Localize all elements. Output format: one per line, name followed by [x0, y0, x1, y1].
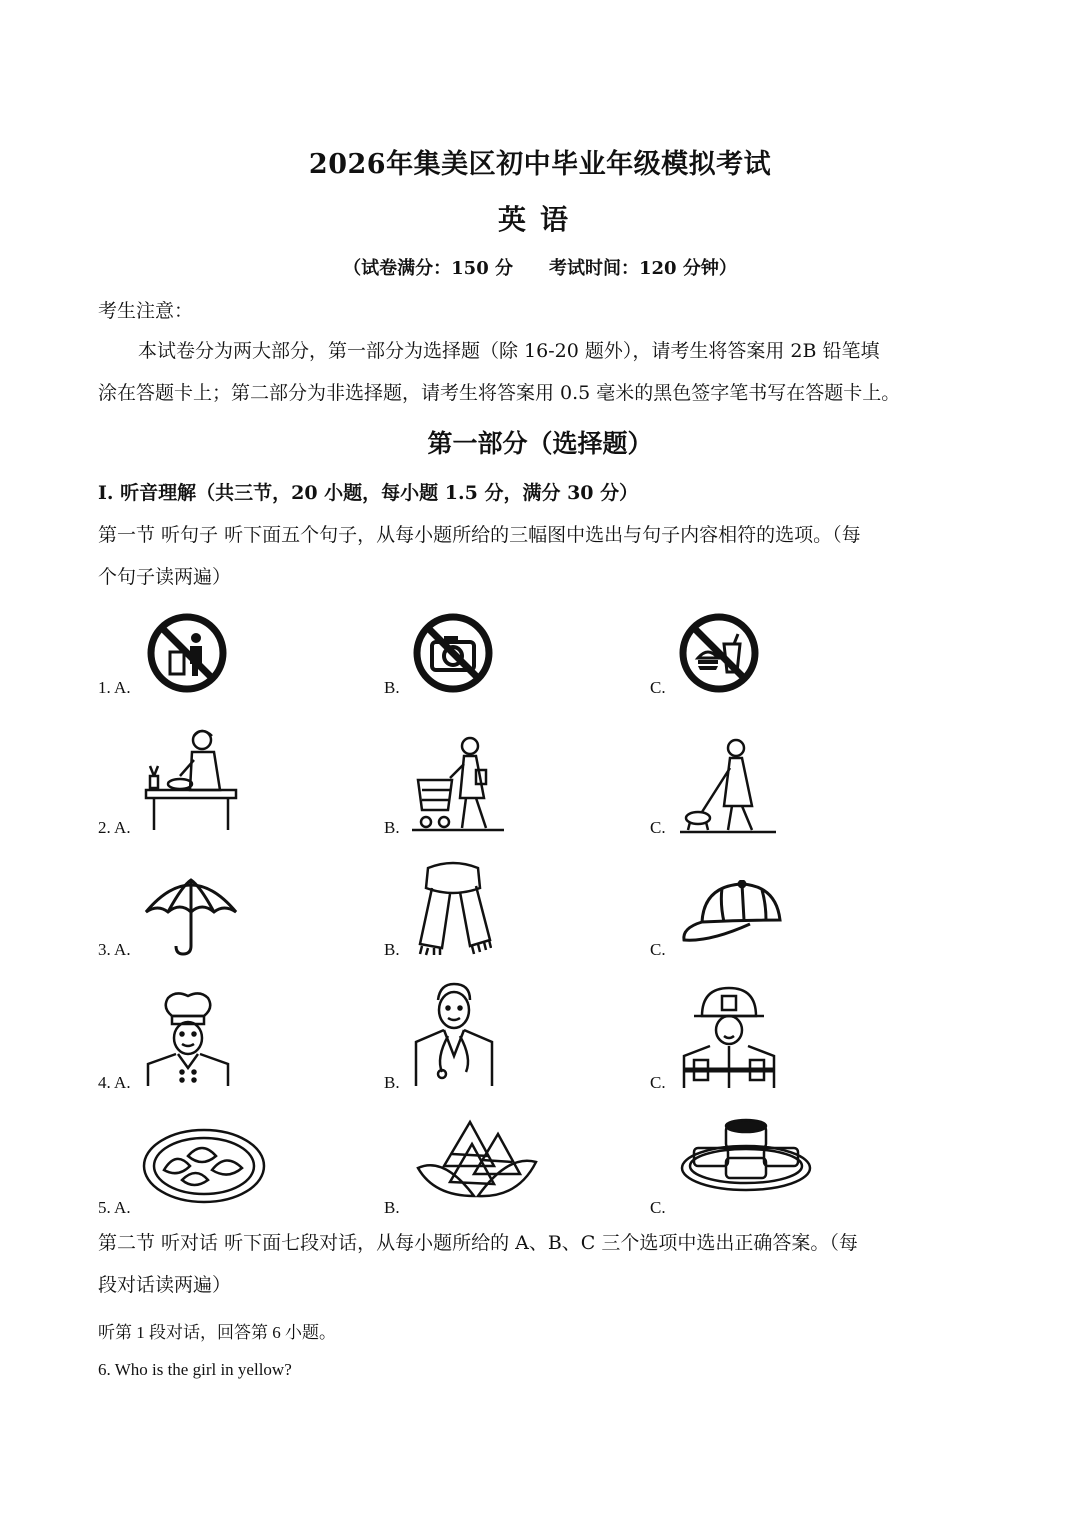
- scarf-icon: [414, 860, 492, 956]
- section2-instruction-2: 段对话读两遍）: [98, 1274, 232, 1296]
- q4-label-b: B.: [384, 1073, 400, 1092]
- section2-instruction-1: 第二节 听对话 听下面七段对话，从每小题所给的 A、B、C 三个选项中选出正确答案。（每: [98, 1232, 858, 1254]
- listening-heading: Ⅰ. 听音理解（共三节，20 小题，每小题 1.5 分，满分 30 分）: [98, 482, 639, 504]
- no-food-sign-icon: [678, 612, 760, 694]
- q4-label-c: C.: [650, 1073, 666, 1092]
- q3-label-c: C.: [650, 940, 666, 959]
- q3-label-a: 3. A.: [98, 940, 131, 959]
- cap-icon: [680, 880, 788, 950]
- part-one-title: 第一部分（选择题）: [427, 429, 653, 458]
- q1-label-c: C.: [650, 678, 666, 697]
- q5-label-b: B.: [384, 1198, 400, 1217]
- subject-title: 英语: [497, 203, 582, 236]
- no-camera-sign-icon: [412, 612, 494, 694]
- q5-label-c: C.: [650, 1198, 666, 1217]
- umbrella-icon: [142, 872, 240, 956]
- q4-label-a: 4. A.: [98, 1073, 131, 1092]
- time-info: 考试时间：120 分钟）: [549, 258, 737, 279]
- exam-meta: [0, 254, 1080, 280]
- q2-label-b: B.: [384, 818, 400, 837]
- cooking-woman-icon: [140, 726, 240, 832]
- doctor-icon: [412, 980, 496, 1088]
- q3-label-b: B.: [384, 940, 400, 959]
- q2-label-a: 2. A.: [98, 818, 131, 837]
- dialogue-1-instruction: 听第 1 段对话，回答第 6 小题。: [98, 1323, 336, 1342]
- section1-instruction-1: 第一节 听句子 听下面五个句子，从每小题所给的三幅图中选出与句子内容相符的选项。（每: [98, 524, 861, 546]
- section1-instruction-2: 个句子读两遍）: [98, 566, 232, 588]
- notice-line-1: 本试卷分为两大部分，第一部分为选择题（除 16-20 题外），请考生将答案用 2B 铅笔填: [138, 340, 880, 362]
- shopping-cart-woman-icon: [412, 734, 504, 832]
- no-litter-sign-icon: [146, 612, 228, 694]
- q5-label-a: 5. A.: [98, 1198, 131, 1217]
- dumplings-icon: [142, 1126, 266, 1206]
- mooncakes-icon: [680, 1114, 812, 1194]
- notice-heading: 考生注意：: [98, 300, 194, 322]
- q2-label-c: C.: [650, 818, 666, 837]
- firefighter-icon: [680, 986, 778, 1090]
- score-info: （试卷满分：150 分: [343, 258, 513, 279]
- exam-title: 2026年集美区初中毕业年级模拟考试: [308, 149, 772, 180]
- q1-label-b: B.: [384, 678, 400, 697]
- chef-icon: [142, 990, 234, 1088]
- zongzi-icon: [414, 1112, 540, 1208]
- q1-label-a: 1. A.: [98, 678, 131, 697]
- dog-walking-woman-icon: [680, 736, 776, 834]
- notice-line-2: 涂在答题卡上；第二部分为非选择题，请考生将答案用 0.5 毫米的黑色签字笔书写在答题卡上。: [98, 382, 901, 404]
- question-6: 6. Who is the girl in yellow?: [98, 1360, 292, 1379]
